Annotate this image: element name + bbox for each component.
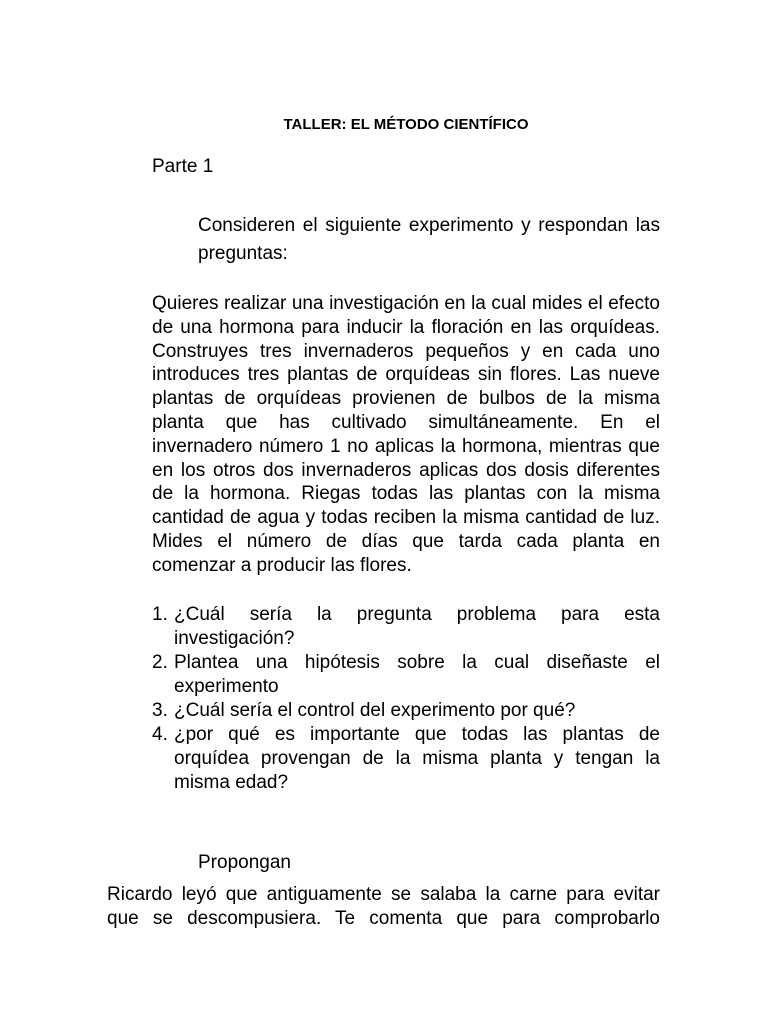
instruction-text: Propongan	[198, 852, 291, 873]
scenario-paragraph-2: Ricardo leyó que antiguamente se salaba la carne para evitar que se descompusiera. Te comenta que para comprobarlo	[107, 884, 660, 929]
question-item	[152, 651, 660, 699]
instruction-text: Consideren el siguiente experimento y respondan las preguntas:	[198, 215, 660, 264]
question-number: 4.	[152, 724, 168, 745]
question-item	[152, 603, 660, 651]
scenario-paragraph: Quieres realizar una investigación en la cual mides el efecto de una hormona para inducir la floración en las orquídeas. Construyes tres invernaderos pequeños y en cada uno introduces tres plantas de orquídeas sin flores. Las nueve plantas de orquídeas provienen de bulbos de la misma planta que has cultivado simultáneamente. En el invernadero número 1 no aplicas la hormona, mientras que en los otros dos invernaderos aplicas dos dosis diferentes de la hormona. Riegas todas las plantas con la misma cantidad de agua y todas reciben la misma cantidad de luz. Mides el número de días que tarda cada planta en comenzar a producir las flores.	[152, 293, 660, 576]
question-text: ¿Cuál sería el control del experimento por qué?	[174, 700, 576, 721]
question-text: Plantea una hipótesis sobre la cual diseñaste el experimento	[174, 652, 660, 697]
instruction-item	[176, 212, 660, 268]
document-title: TALLER: EL MÉTODO CIENTÍFICO	[283, 116, 529, 133]
question-number: 3.	[152, 700, 168, 721]
question-number: 2.	[152, 652, 168, 673]
question-list	[152, 603, 660, 795]
question-text: ¿por qué es importante que todas las plantas de orquídea provengan de la misma planta y tengan la misma edad?	[174, 724, 660, 793]
instruction-item	[176, 849, 660, 877]
question-item	[152, 699, 660, 723]
part-label: Parte 1	[152, 156, 214, 177]
question-item	[152, 723, 660, 795]
question-text: ¿Cuál sería la pregunta problema para esta investigación?	[174, 604, 660, 649]
question-number: 1.	[152, 604, 168, 625]
